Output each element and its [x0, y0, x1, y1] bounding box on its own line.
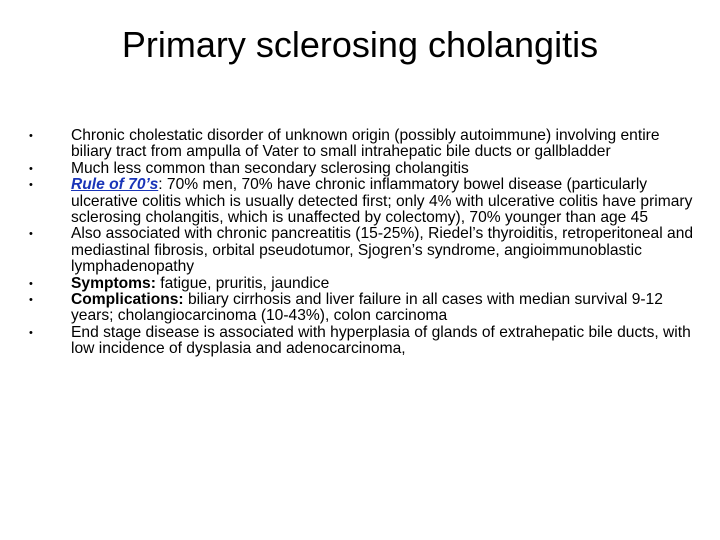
rule-of-70s-link[interactable]: Rule of 70’s [71, 176, 159, 194]
bullet-complications [28, 292, 700, 325]
bullet-prevalence [28, 161, 700, 177]
bullet-text: Much less common than secondary sclerosing cholangitis [71, 159, 469, 177]
bullet-icon: • [29, 162, 33, 175]
bullet-icon: • [29, 277, 33, 290]
bullet-icon: • [29, 130, 33, 142]
bullet-text: : 70% men, 70% have chronic inflammatory bowel disease (particularly ulcerative colitis which is usually detected first; only 4% with ulcerative colitis have primary sclerosing cholangitis, which is unaffected by colectomy), 70% younger than age 45 [71, 176, 693, 227]
bullet-symptoms [28, 276, 700, 292]
bullet-icon: • [29, 179, 33, 192]
bullet-end-stage [28, 325, 700, 358]
symptoms-label: Symptoms: [71, 274, 156, 292]
bullet-definition [28, 128, 700, 161]
bullet-text: Chronic cholestatic disorder of unknown origin (possibly autoimmune) involving entire biliary tract from ampulla of Vater to small intrahepatic bile ducts or gallbladder [71, 127, 660, 161]
slide-title: Primary sclerosing cholangitis [121, 24, 599, 65]
bullet-text: End stage disease is associated with hyperplasia of glands of extrahepatic bile ducts, with low incidence of dysplasia and adenocarcinoma, [71, 323, 691, 358]
bullet-text: Also associated with chronic pancreatitis (15-25%), Riedel’s thyroiditis, retroperitoneal and mediastinal fibrosis, orbital pseudotumor, Sjogren’s syndrome, angioimmunoblastic lymphadenopathy [71, 225, 694, 276]
bullet-text: biliary cirrhosis and liver failure in all cases with median survival 9-12 years; cholangiocarcinoma (10-43%), colon carcinoma [71, 291, 663, 325]
bullet-associations [28, 226, 700, 275]
complications-label: Complications: [71, 291, 184, 309]
bullet-icon: • [29, 294, 33, 307]
bullet-icon: • [29, 326, 33, 339]
bullet-text: fatigue, pruritis, jaundice [155, 274, 330, 292]
bullet-rule-of-70s [28, 177, 700, 226]
bullet-list [28, 128, 700, 358]
bullet-icon: • [29, 228, 33, 241]
